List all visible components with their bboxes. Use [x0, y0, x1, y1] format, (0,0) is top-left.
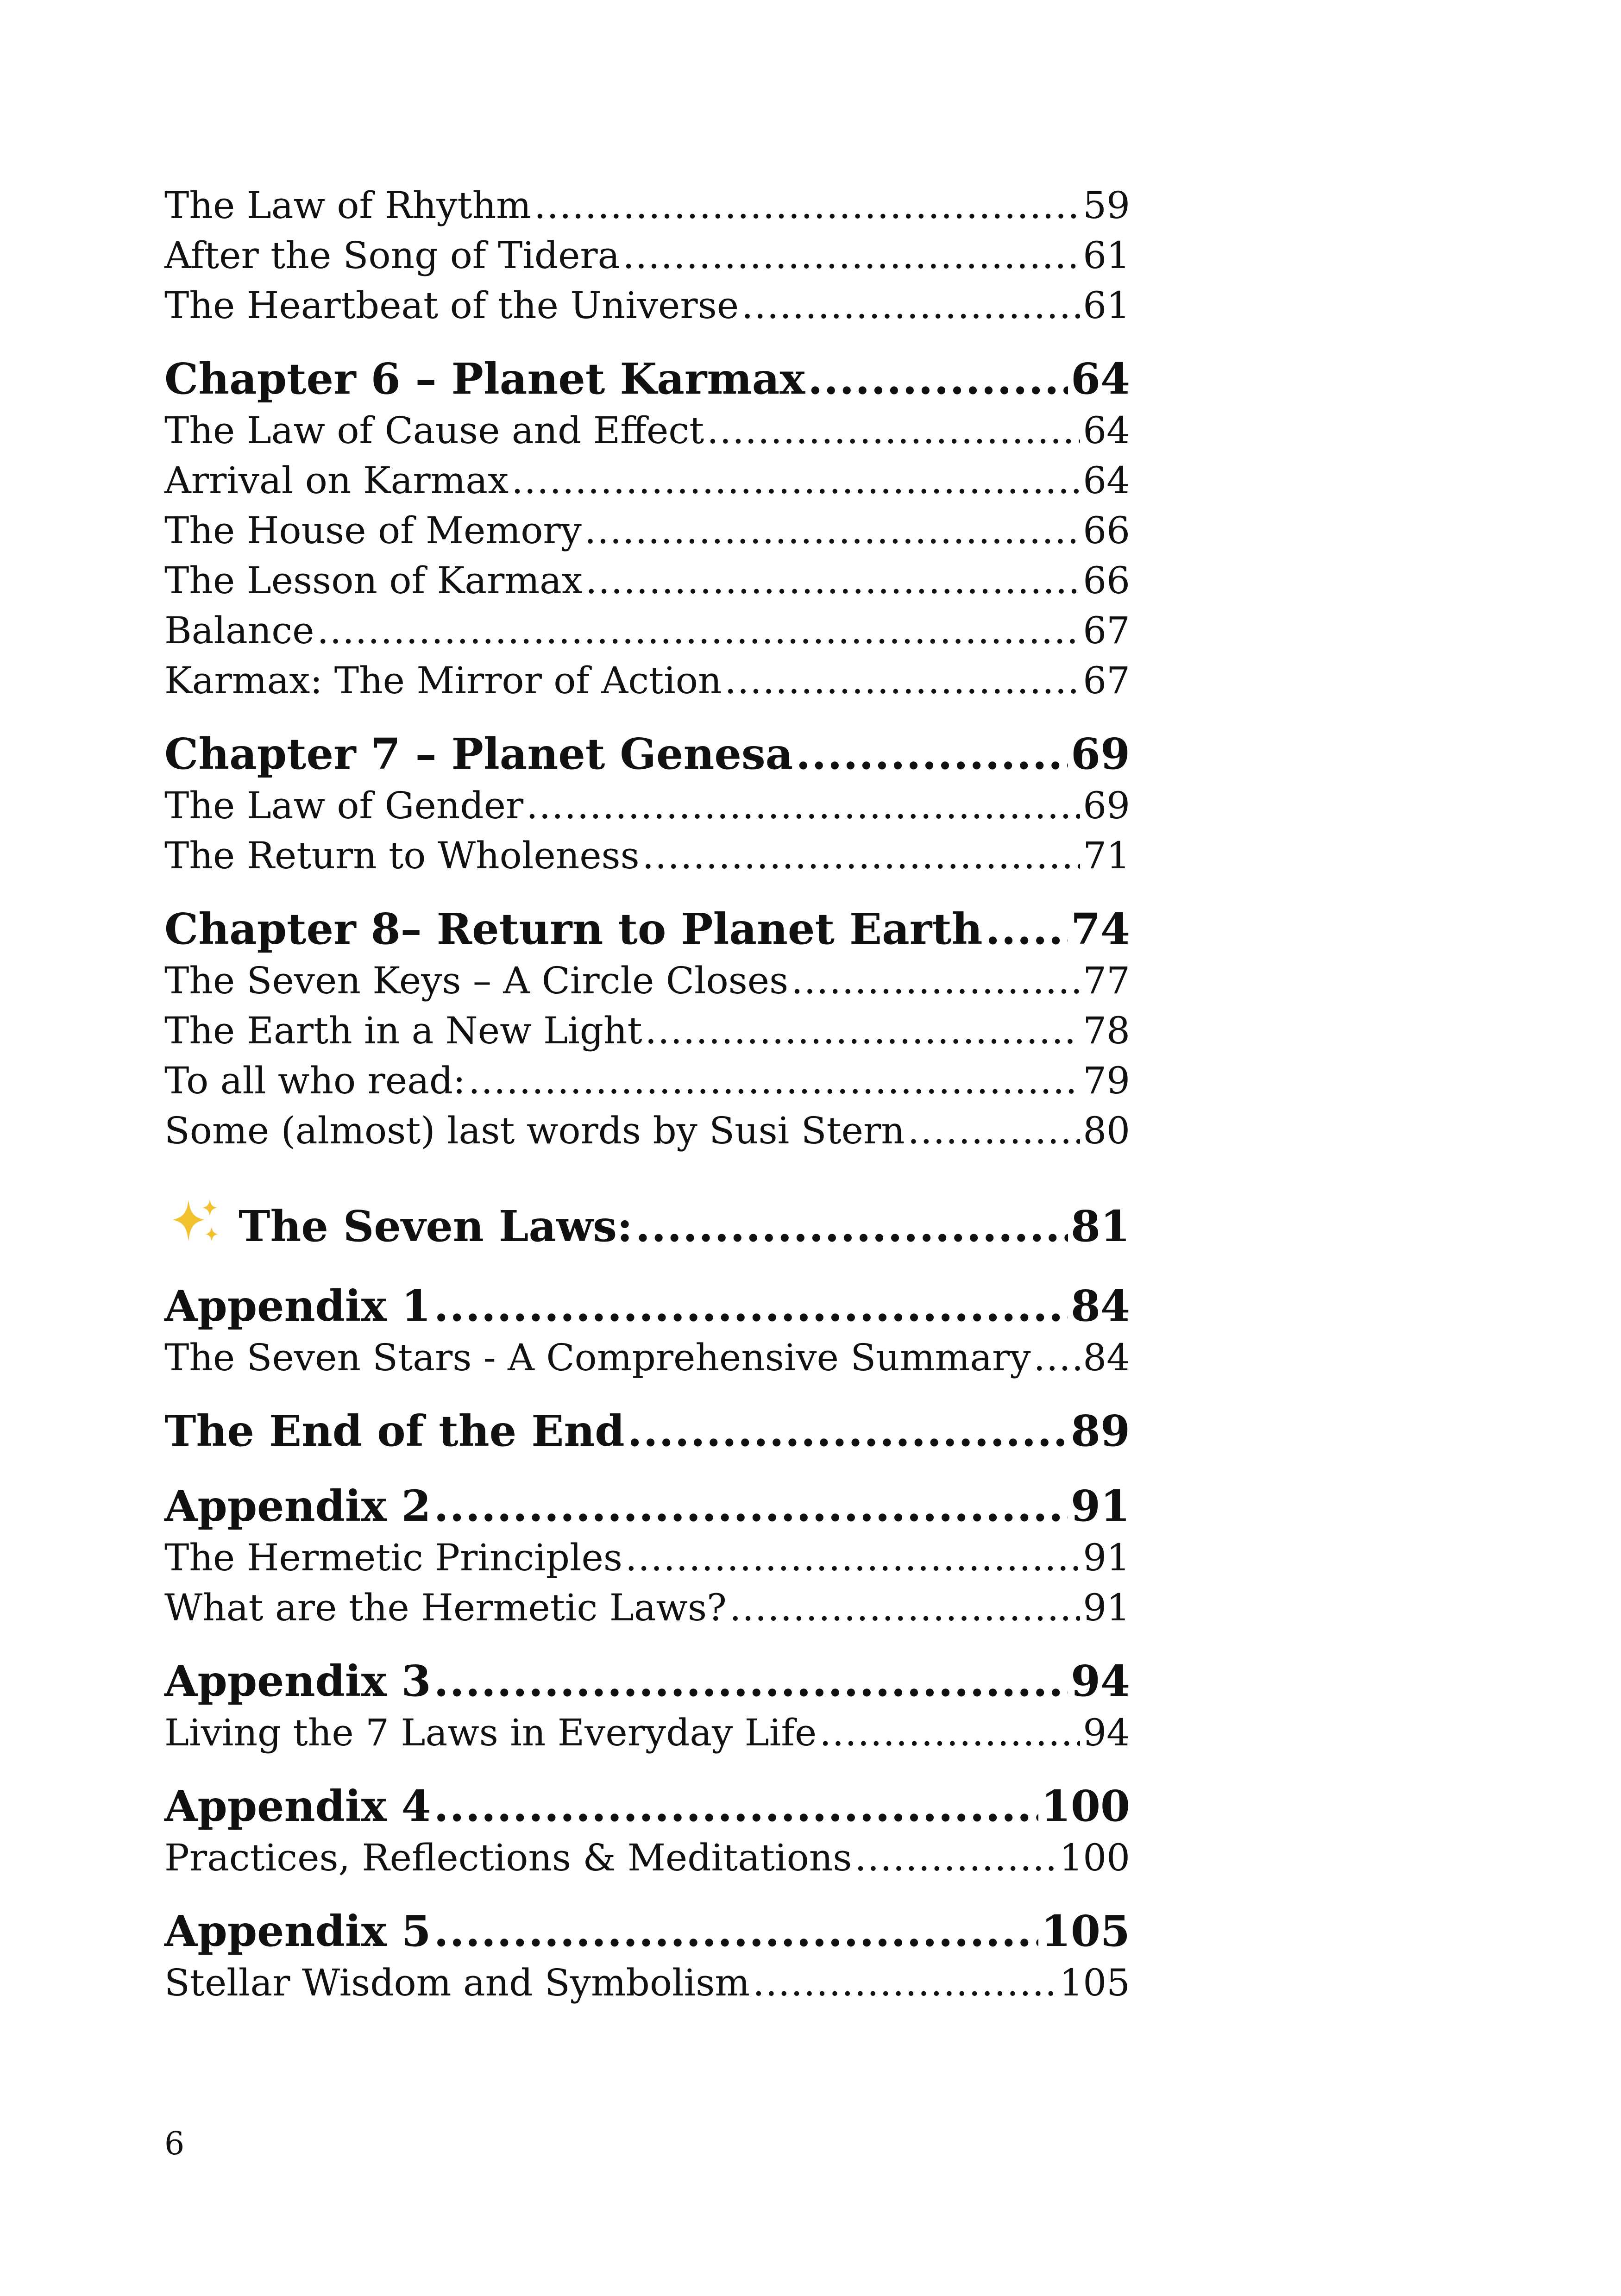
toc-heading-page: 94 — [1070, 1656, 1130, 1706]
toc-entry-page: 94 — [1083, 1711, 1130, 1754]
toc-entry-title: To all who read: — [164, 1059, 466, 1102]
dot-leader — [526, 781, 1080, 831]
dot-leader — [645, 1006, 1081, 1056]
dot-leader — [434, 1479, 1068, 1533]
toc-seven-laws-heading[interactable] — [164, 1197, 1130, 1250]
dot-leader — [468, 1056, 1080, 1106]
dot-leader — [622, 231, 1080, 281]
toc-heading-title: Chapter 6 – Planet Karmax — [164, 354, 805, 404]
toc-entry-page: 105 — [1059, 1961, 1130, 2004]
toc-entry-page: 100 — [1059, 1836, 1130, 1879]
toc-entry-page: 67 — [1083, 609, 1130, 652]
toc-entry-title: Stellar Wisdom and Symbolism — [164, 1961, 750, 2004]
toc-entry-page: 78 — [1083, 1009, 1130, 1052]
toc-appendix-heading[interactable] — [164, 1479, 1130, 1533]
toc-entry-title: The Law of Gender — [164, 784, 524, 827]
dot-leader — [796, 727, 1068, 781]
toc-entry-title: Arrival on Karmax — [164, 459, 509, 502]
toc-entry-page: 59 — [1083, 184, 1130, 227]
toc-heading-page: 69 — [1070, 729, 1130, 779]
toc-entry-title: The Return to Wholeness — [164, 834, 640, 877]
toc-entry-title: The Law of Rhythm — [164, 184, 532, 227]
toc-heading-title: Appendix 2 — [164, 1481, 431, 1531]
toc-entry[interactable] — [164, 1056, 1130, 1106]
toc-end-heading[interactable] — [164, 1404, 1130, 1458]
dot-leader — [434, 1279, 1068, 1333]
toc-entry-page: 64 — [1083, 409, 1130, 452]
toc-entry-page: 84 — [1083, 1336, 1130, 1379]
toc-entry-page: 69 — [1083, 784, 1130, 827]
dot-leader — [511, 456, 1080, 506]
toc-entry-title: After the Song of Tidera — [164, 234, 620, 277]
toc-chapter-heading[interactable] — [164, 352, 1130, 406]
toc-entry-title: What are the Hermetic Laws? — [164, 1586, 727, 1629]
toc-entry[interactable] — [164, 1708, 1130, 1758]
toc-entry-page: 66 — [1083, 509, 1130, 552]
dot-leader — [819, 1708, 1080, 1758]
dot-leader — [854, 1833, 1056, 1883]
dot-leader — [642, 831, 1081, 881]
toc-entry-title: Practices, Reflections & Meditations — [164, 1836, 852, 1879]
dot-leader — [434, 1904, 1038, 1958]
toc-appendix-heading[interactable] — [164, 1654, 1130, 1708]
toc-entry[interactable] — [164, 656, 1130, 706]
toc-entry-page: 64 — [1083, 459, 1130, 502]
toc-entry-title: The Seven Stars - A Comprehensive Summary — [164, 1336, 1031, 1379]
toc-entry[interactable] — [164, 1006, 1130, 1056]
toc-entry-page: 77 — [1083, 959, 1130, 1002]
toc-appendix-heading[interactable] — [164, 1779, 1130, 1833]
toc-entry[interactable] — [164, 1533, 1130, 1583]
toc-entry-title: Some (almost) last words by Susi Stern — [164, 1109, 905, 1152]
toc-entry[interactable] — [164, 281, 1130, 331]
toc-entry[interactable] — [164, 606, 1130, 656]
toc-entry[interactable] — [164, 781, 1130, 831]
toc-entry[interactable] — [164, 181, 1130, 231]
dot-leader — [741, 281, 1080, 331]
toc-entry[interactable] — [164, 556, 1130, 606]
dot-leader — [317, 606, 1080, 656]
toc-heading-page: 89 — [1070, 1406, 1130, 1456]
toc-entry-page: 61 — [1083, 234, 1130, 277]
toc-entry[interactable] — [164, 1333, 1130, 1383]
toc-heading-title: Appendix 3 — [164, 1656, 431, 1706]
toc-entry[interactable] — [164, 831, 1130, 881]
toc-heading-page: 64 — [1070, 354, 1130, 404]
toc-entry[interactable] — [164, 1106, 1130, 1156]
toc-entry-title: The Seven Keys – A Circle Closes — [164, 959, 789, 1002]
page-number: 6 — [164, 2126, 185, 2162]
sparkles-icon — [164, 1197, 225, 1248]
toc-entry[interactable] — [164, 1833, 1130, 1883]
toc-heading-page: 100 — [1041, 1781, 1130, 1831]
toc-heading-title: Appendix 1 — [164, 1281, 431, 1331]
toc-entry-page: 67 — [1083, 659, 1130, 702]
dot-leader — [584, 506, 1080, 556]
toc-heading-title: Appendix 5 — [164, 1906, 431, 1956]
dot-leader — [808, 352, 1068, 406]
toc-entry-title: The Heartbeat of the Universe — [164, 284, 739, 327]
toc-entry-title: Karmax: The Mirror of Action — [164, 659, 722, 702]
toc-entry-title: The Earth in a New Light — [164, 1009, 642, 1052]
toc-heading-page: 91 — [1070, 1481, 1130, 1531]
toc-heading-title: Chapter 7 – Planet Genesa — [164, 729, 793, 779]
toc-entry-title: The Lesson of Karmax — [164, 559, 583, 602]
toc-heading-text: The Seven Laws: — [239, 1201, 633, 1251]
dot-leader — [585, 556, 1080, 606]
dot-leader — [753, 1958, 1056, 2008]
dot-leader — [1034, 1333, 1081, 1383]
toc-heading-page: 84 — [1070, 1281, 1130, 1331]
toc-entry-title: The Law of Cause and Effect — [164, 409, 704, 452]
toc-entry[interactable] — [164, 456, 1130, 506]
toc-entry[interactable] — [164, 406, 1130, 456]
toc-chapter-heading[interactable] — [164, 727, 1130, 781]
dot-leader — [534, 181, 1080, 231]
toc-entry[interactable] — [164, 506, 1130, 556]
toc-entry[interactable] — [164, 1583, 1130, 1633]
dot-leader — [707, 406, 1080, 456]
dot-leader — [729, 1583, 1080, 1633]
dot-leader — [625, 1533, 1080, 1583]
toc-heading-page: 105 — [1041, 1906, 1130, 1956]
toc-entry-page: 79 — [1083, 1059, 1130, 1102]
dot-leader — [434, 1779, 1038, 1833]
toc-heading-title: Appendix 4 — [164, 1781, 431, 1831]
toc-heading-page: 81 — [1070, 1201, 1130, 1251]
toc-entry-title: The Hermetic Principles — [164, 1536, 622, 1579]
toc-heading-title: The End of the End — [164, 1406, 625, 1456]
toc-entry-page: 80 — [1083, 1109, 1130, 1152]
toc-entry-page: 91 — [1083, 1536, 1130, 1579]
dot-leader — [908, 1106, 1080, 1156]
toc-entry-title: Living the 7 Laws in Everyday Life — [164, 1711, 817, 1754]
toc-entry-page: 66 — [1083, 559, 1130, 602]
toc-entry-title: Balance — [164, 609, 314, 652]
toc-entry[interactable] — [164, 1958, 1130, 2008]
dot-leader — [986, 902, 1068, 956]
dot-leader — [791, 956, 1080, 1006]
dot-leader — [635, 1199, 1068, 1253]
toc-heading-title — [164, 1197, 633, 1253]
toc-heading-page: 74 — [1070, 904, 1130, 954]
table-of-contents — [164, 181, 1130, 2008]
dot-leader — [434, 1654, 1068, 1708]
dot-leader — [724, 656, 1080, 706]
toc-entry[interactable] — [164, 956, 1130, 1006]
toc-appendix-heading[interactable] — [164, 1904, 1130, 1958]
toc-entry-page: 61 — [1083, 284, 1130, 327]
dot-leader — [628, 1404, 1068, 1458]
toc-heading-title: Chapter 8– Return to Planet Earth — [164, 904, 983, 954]
toc-entry[interactable] — [164, 231, 1130, 281]
toc-entry-page: 71 — [1083, 834, 1130, 877]
toc-chapter-heading[interactable] — [164, 902, 1130, 956]
toc-entry-page: 91 — [1083, 1586, 1130, 1629]
toc-appendix-heading[interactable] — [164, 1279, 1130, 1333]
toc-entry-title: The House of Memory — [164, 509, 582, 552]
